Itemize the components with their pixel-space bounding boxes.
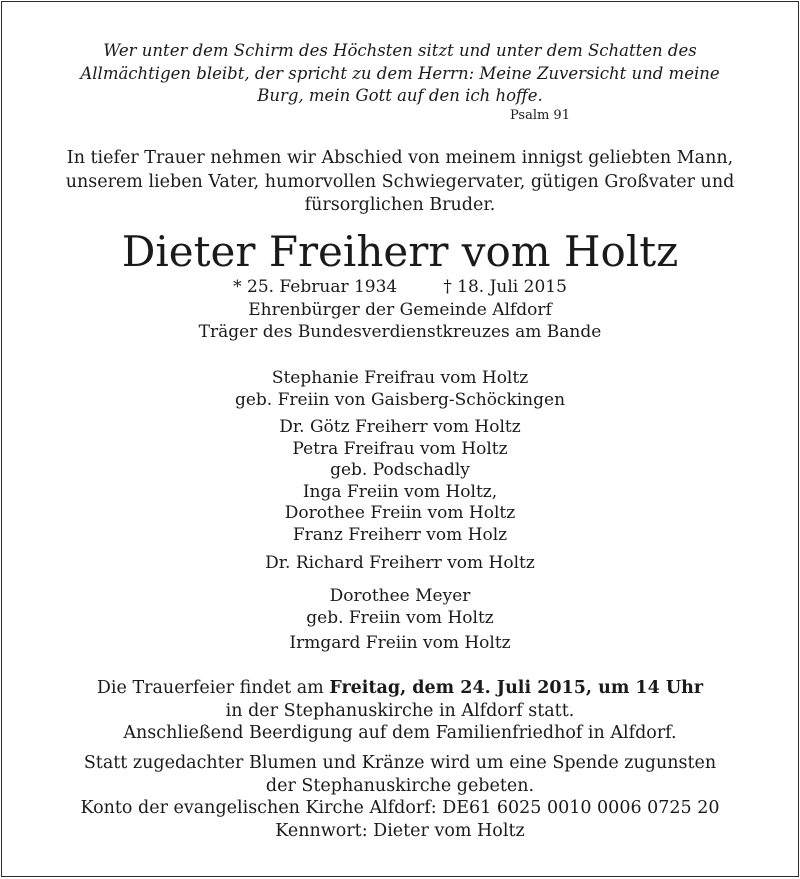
family-group bbox=[2, 586, 798, 629]
family-line: Inga Freiin vom Holtz, bbox=[302, 481, 498, 502]
ceremony-line: in der Stephanuskirche in Alfdorf statt. bbox=[225, 700, 575, 721]
family-line: Dr. Richard Freiherr vom Holtz bbox=[265, 553, 535, 573]
ceremony-datetime: Freitag, dem 24. Juli 2015, um 14 Uhr bbox=[329, 678, 704, 698]
family-line: Irmgard Freiin vom Holtz bbox=[289, 633, 511, 653]
death-date: † 18. Juli 2015 bbox=[443, 277, 567, 297]
ceremony-line bbox=[2, 677, 798, 700]
donation-line: der Stephanuskirche gebeten. bbox=[265, 775, 535, 796]
verse-line: Allmächtigen bleibt, der spricht zu dem Herrn: Meine Zuversicht und meine bbox=[80, 63, 720, 83]
family-group bbox=[2, 553, 798, 575]
bank-account: Konto der evangelischen Kirche Alfdorf: DE61 6025 0010 0006 0725 20 bbox=[80, 798, 720, 818]
intro-line: unserem lieben Vater, humorvollen Schwiegervater, gütigen Großvater und bbox=[65, 171, 735, 192]
birth-date: * 25. Februar 1934 bbox=[233, 277, 398, 297]
verse-source: Psalm 91 bbox=[510, 108, 570, 123]
obituary-notice bbox=[1, 1, 799, 877]
family-line: Dr. Götz Freiherr vom Holtz bbox=[279, 417, 521, 437]
family-line: geb. Podschadly bbox=[330, 460, 470, 480]
family-line: Petra Freifrau vom Holtz bbox=[292, 438, 508, 459]
verse-line: Burg, mein Gott auf den ich hoffe. bbox=[257, 86, 543, 105]
donation-keyword: Kennwort: Dieter vom Holtz bbox=[275, 820, 525, 841]
intro-line: In tiefer Trauer nehmen wir Abschied von meinem innigst geliebten Mann, bbox=[66, 148, 734, 168]
family-line: Dorothee Meyer bbox=[329, 586, 471, 606]
donation-line: Statt zugedachter Blumen und Kränze wird um eine Spende zugunsten bbox=[83, 753, 717, 773]
family-line: Franz Freiherr vom Holz bbox=[292, 524, 508, 545]
honor-line: Träger des Bundesverdienstkreuzes am Bande bbox=[198, 322, 602, 342]
intro-line: fürsorglichen Bruder. bbox=[304, 195, 496, 215]
family-line: geb. Freiin von Gaisberg-Schöckingen bbox=[234, 389, 566, 410]
intro-text bbox=[2, 147, 798, 218]
family-line: Dorothee Freiin vom Holtz bbox=[284, 503, 516, 523]
family-line: Stephanie Freifrau vom Holtz bbox=[271, 368, 529, 388]
verse-line: Wer unter dem Schirm des Höchsten sitzt und unter dem Schatten des bbox=[103, 41, 697, 60]
life-dates bbox=[2, 276, 798, 298]
ceremony-info bbox=[2, 677, 798, 745]
family-group bbox=[2, 417, 798, 546]
honor-line: Ehrenbürger der Gemeinde Alfdorf bbox=[248, 300, 552, 320]
family-group bbox=[2, 633, 798, 655]
ceremony-line: Anschließend Beerdigung auf dem Familienfriedhof in Alfdorf. bbox=[123, 723, 677, 743]
honors bbox=[2, 299, 798, 343]
family-line: geb. Freiin vom Holtz bbox=[306, 607, 494, 628]
deceased-name: Dieter Freiherr vom Holtz bbox=[121, 227, 679, 276]
donation-info bbox=[2, 752, 798, 842]
ceremony-prefix: Die Trauerfeier findet am bbox=[96, 678, 330, 698]
family-group bbox=[2, 368, 798, 411]
bible-verse bbox=[2, 40, 798, 108]
